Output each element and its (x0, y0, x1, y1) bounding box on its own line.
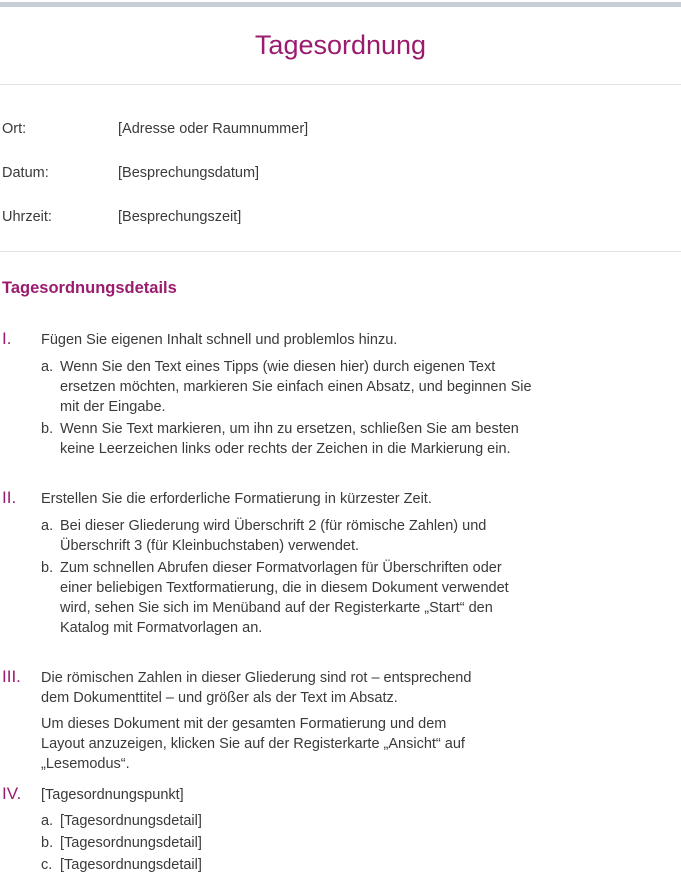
agenda-item-text[interactable]: Erstellen Sie die erforderliche Formatierung in kürzester Zeit. (41, 491, 432, 507)
agenda-item-text[interactable]: Fügen Sie eigenen Inhalt schnell und problemlos hinzu. (41, 332, 398, 348)
roman-numeral: II. (2, 488, 17, 507)
roman-numeral: IV. (2, 784, 22, 803)
date-value[interactable]: [Besprechungsdatum] (118, 165, 260, 181)
sub-letter: a. (41, 813, 54, 829)
agenda-item-text[interactable]: Die römischen Zahlen in dieser Gliederung sind rot – entsprechend dem Dokumenttitel – und größer als der Text im Absatz. (41, 670, 472, 706)
sub-text: Zum schnellen Abrufen dieser Formatvorlagen für Überschriften oder einer beliebigen Textformatierung, die in diesem Dokument verwendet wird, sehen Sie sich im Menüband auf der Registerkarte „Start“ den Katalog mit Formatvorlagen an. (60, 560, 509, 636)
time-value[interactable]: [Besprechungszeit] (118, 209, 242, 225)
sub-letter: a. (41, 518, 54, 534)
roman-numeral: I. (2, 329, 12, 348)
sub-text: [Tagesordnungsdetail] (60, 857, 202, 873)
meta-row-location (2, 119, 602, 139)
location-value[interactable]: [Adresse oder Raumnummer] (118, 121, 309, 137)
sub-text: [Tagesordnungsdetail] (60, 813, 202, 829)
section-heading[interactable]: Tagesordnungsdetails (2, 279, 177, 297)
sub-letter: b. (41, 421, 54, 437)
time-label: Uhrzeit: (2, 209, 52, 225)
sub-text: Bei dieser Gliederung wird Überschrift 2 (für römische Zahlen) und Überschrift 3 (für Kleinbuchstaben) verwendet. (60, 518, 487, 554)
meta-row-time (2, 207, 602, 227)
divider (0, 84, 681, 85)
sub-letter: c. (41, 857, 53, 873)
sub-letter: b. (41, 560, 54, 576)
sub-letter: b. (41, 835, 54, 851)
agenda-item-text[interactable]: [Tagesordnungspunkt] (41, 787, 184, 803)
agenda-paragraph[interactable]: Um dieses Dokument mit der gesamten Formatierung und dem Layout anzuzeigen, klicken Sie auf der Registerkarte „Ansicht“ auf „Lesemodus“. (41, 716, 465, 772)
sub-text: Wenn Sie den Text eines Tipps (wie diesen hier) durch eigenen Text ersetzen möchten, markieren Sie einfach einen Absatz, und beginnen Sie mit der Eingabe. (60, 359, 532, 415)
top-border (0, 2, 681, 7)
roman-numeral: III. (2, 667, 21, 686)
sub-text: Wenn Sie Text markieren, um ihn zu ersetzen, schließen Sie am besten keine Leerzeichen links oder rechts der Zeichen in die Markierung ein. (60, 421, 519, 457)
location-label: Ort: (2, 121, 27, 137)
meta-row-date (2, 163, 602, 183)
sub-text: [Tagesordnungsdetail] (60, 835, 202, 851)
divider (0, 251, 681, 252)
date-label: Datum: (2, 165, 49, 181)
document-title[interactable]: Tagesordnung (254, 30, 427, 60)
sub-letter: a. (41, 359, 54, 375)
